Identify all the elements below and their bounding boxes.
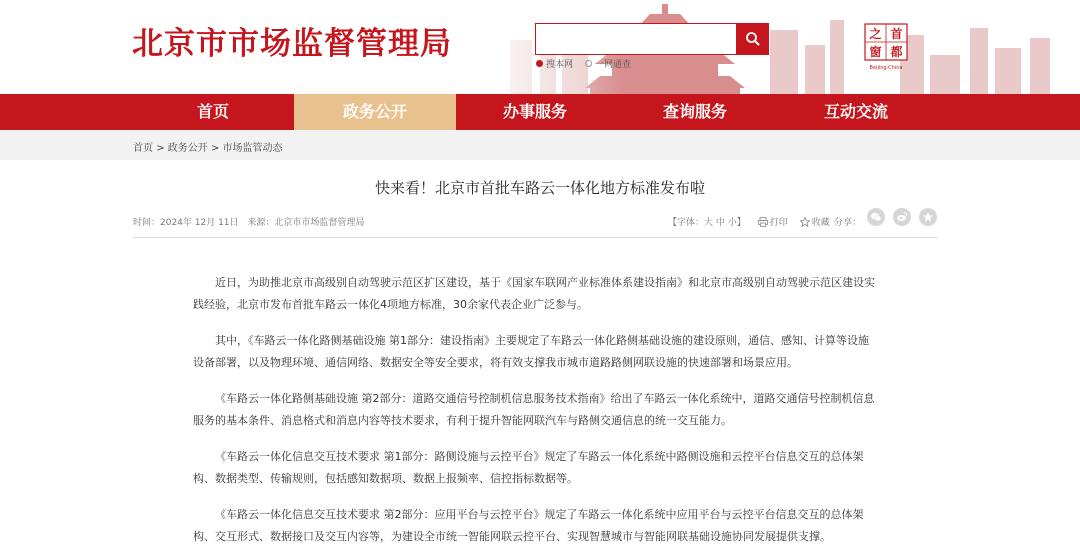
- article-tools: [668, 215, 830, 228]
- search-scope-site[interactable]: 搜本网: [536, 57, 573, 70]
- print-button[interactable]: 打印: [758, 215, 788, 228]
- breadcrumb-sep: >: [210, 143, 220, 154]
- divider: [133, 237, 938, 238]
- breadcrumb-gov[interactable]: 政务公开: [167, 143, 208, 154]
- search-scope-all[interactable]: 一网通查: [585, 57, 631, 70]
- radio-selected-icon: [536, 60, 543, 67]
- publish-time: 时间：2024年 12月 11日: [133, 218, 239, 228]
- svg-text:窗: 窗: [869, 45, 882, 59]
- nav-query[interactable]: 查询服务: [662, 102, 727, 121]
- print-icon: [758, 217, 768, 227]
- paragraph: 《车路云一体化路侧基础设施 第2部分：道路交通信号控制机信息服务技术指南》给出了车路云一体化系统中，道路交通信号控制机信息服务的基本条件、消息格式和消息内容等技术要求，有利于提升智能网联汽车与路侧交通信息的统一交互能力。: [193, 392, 875, 427]
- share-wechat-button[interactable]: [867, 208, 885, 226]
- breadcrumb-bar: [0, 130, 1080, 160]
- search-scope: [536, 57, 631, 70]
- svg-text:之: 之: [869, 27, 882, 41]
- svg-text:Beijing·China: Beijing·China: [869, 65, 903, 71]
- share-favorite-button[interactable]: [919, 208, 937, 226]
- paragraph: 近日，为助推北京市高级别自动驾驶示范区扩区建设，基于《国家车联网产业标准体系建设指南》和北京市高级别自动驾驶示范区建设实践经验，北京市发布首批车路云一体化4项地方标准，30余家代表企业广泛参与。: [193, 276, 875, 311]
- radio-icon: [585, 60, 592, 67]
- nav-government-affairs[interactable]: 政务公开: [294, 94, 456, 130]
- paragraph: 《车路云一体化信息交互技术要求 第1部分：路侧设施与云控平台》规定了车路云一体化系统中路侧设施和云控平台信息交互的总体架构、数据类型、传输规则，包括感知数据项、数据上报频率、信控指标数据等。: [193, 450, 864, 485]
- paragraph: 其中，《车路云一体化路侧基础设施 第1部分：建设指南》主要规定了车路云一体化路侧基础设施的建设原则，通信、感知、计算等设施设备部署，以及物理环境、通信网络、数据安全等安全要求，将有效支撑我市城市道路路侧网联设施的快速部署和场景应用。: [193, 334, 869, 369]
- breadcrumb-sep: >: [156, 143, 165, 154]
- favorite-button[interactable]: 收藏: [800, 215, 830, 228]
- share-weibo-button[interactable]: [893, 208, 911, 226]
- nav-home[interactable]: 首页: [196, 102, 229, 121]
- favorite-icon: [922, 211, 934, 223]
- nav-interaction[interactable]: 互动交流: [823, 102, 888, 121]
- paragraph: 《车路云一体化信息交互技术要求 第2部分：应用平台与云控平台》规定了车路云一体化系统中应用平台与云控平台信息交互的总体架构、交互形式、数据接口及交互内容等，为建设全市统一智能网联云控平台、实现智慧城市与智能网联基础设施协同发展提供支撑。: [193, 508, 864, 543]
- main-nav: [0, 94, 1080, 130]
- article-title: 快来看！北京市首批车路云一体化地方标准发布啦: [374, 179, 705, 197]
- font-size-control[interactable]: 【字体：大 中 小】: [668, 218, 746, 228]
- search-button[interactable]: [737, 23, 769, 55]
- article-body: [193, 272, 875, 560]
- source: 来源：北京市市场监督管理局: [247, 218, 365, 228]
- svg-text:都: 都: [890, 45, 903, 59]
- breadcrumb-current[interactable]: 市场监管动态: [222, 143, 283, 154]
- site-header: [0, 0, 1080, 94]
- breadcrumb: [133, 139, 283, 154]
- article-meta: [133, 215, 370, 228]
- site-title: 北京市市场监督管理局: [132, 26, 452, 62]
- capital-window-logo[interactable]: [862, 22, 910, 72]
- svg-text:首: 首: [890, 27, 903, 41]
- search-icon: [745, 31, 761, 47]
- wechat-icon: [870, 211, 882, 223]
- nav-services[interactable]: 办事服务: [502, 102, 567, 121]
- search-input[interactable]: [535, 23, 737, 55]
- star-icon: [800, 217, 810, 227]
- share-label: 分享：: [834, 218, 862, 228]
- weibo-icon: [896, 211, 908, 223]
- breadcrumb-home[interactable]: 首页: [133, 143, 153, 154]
